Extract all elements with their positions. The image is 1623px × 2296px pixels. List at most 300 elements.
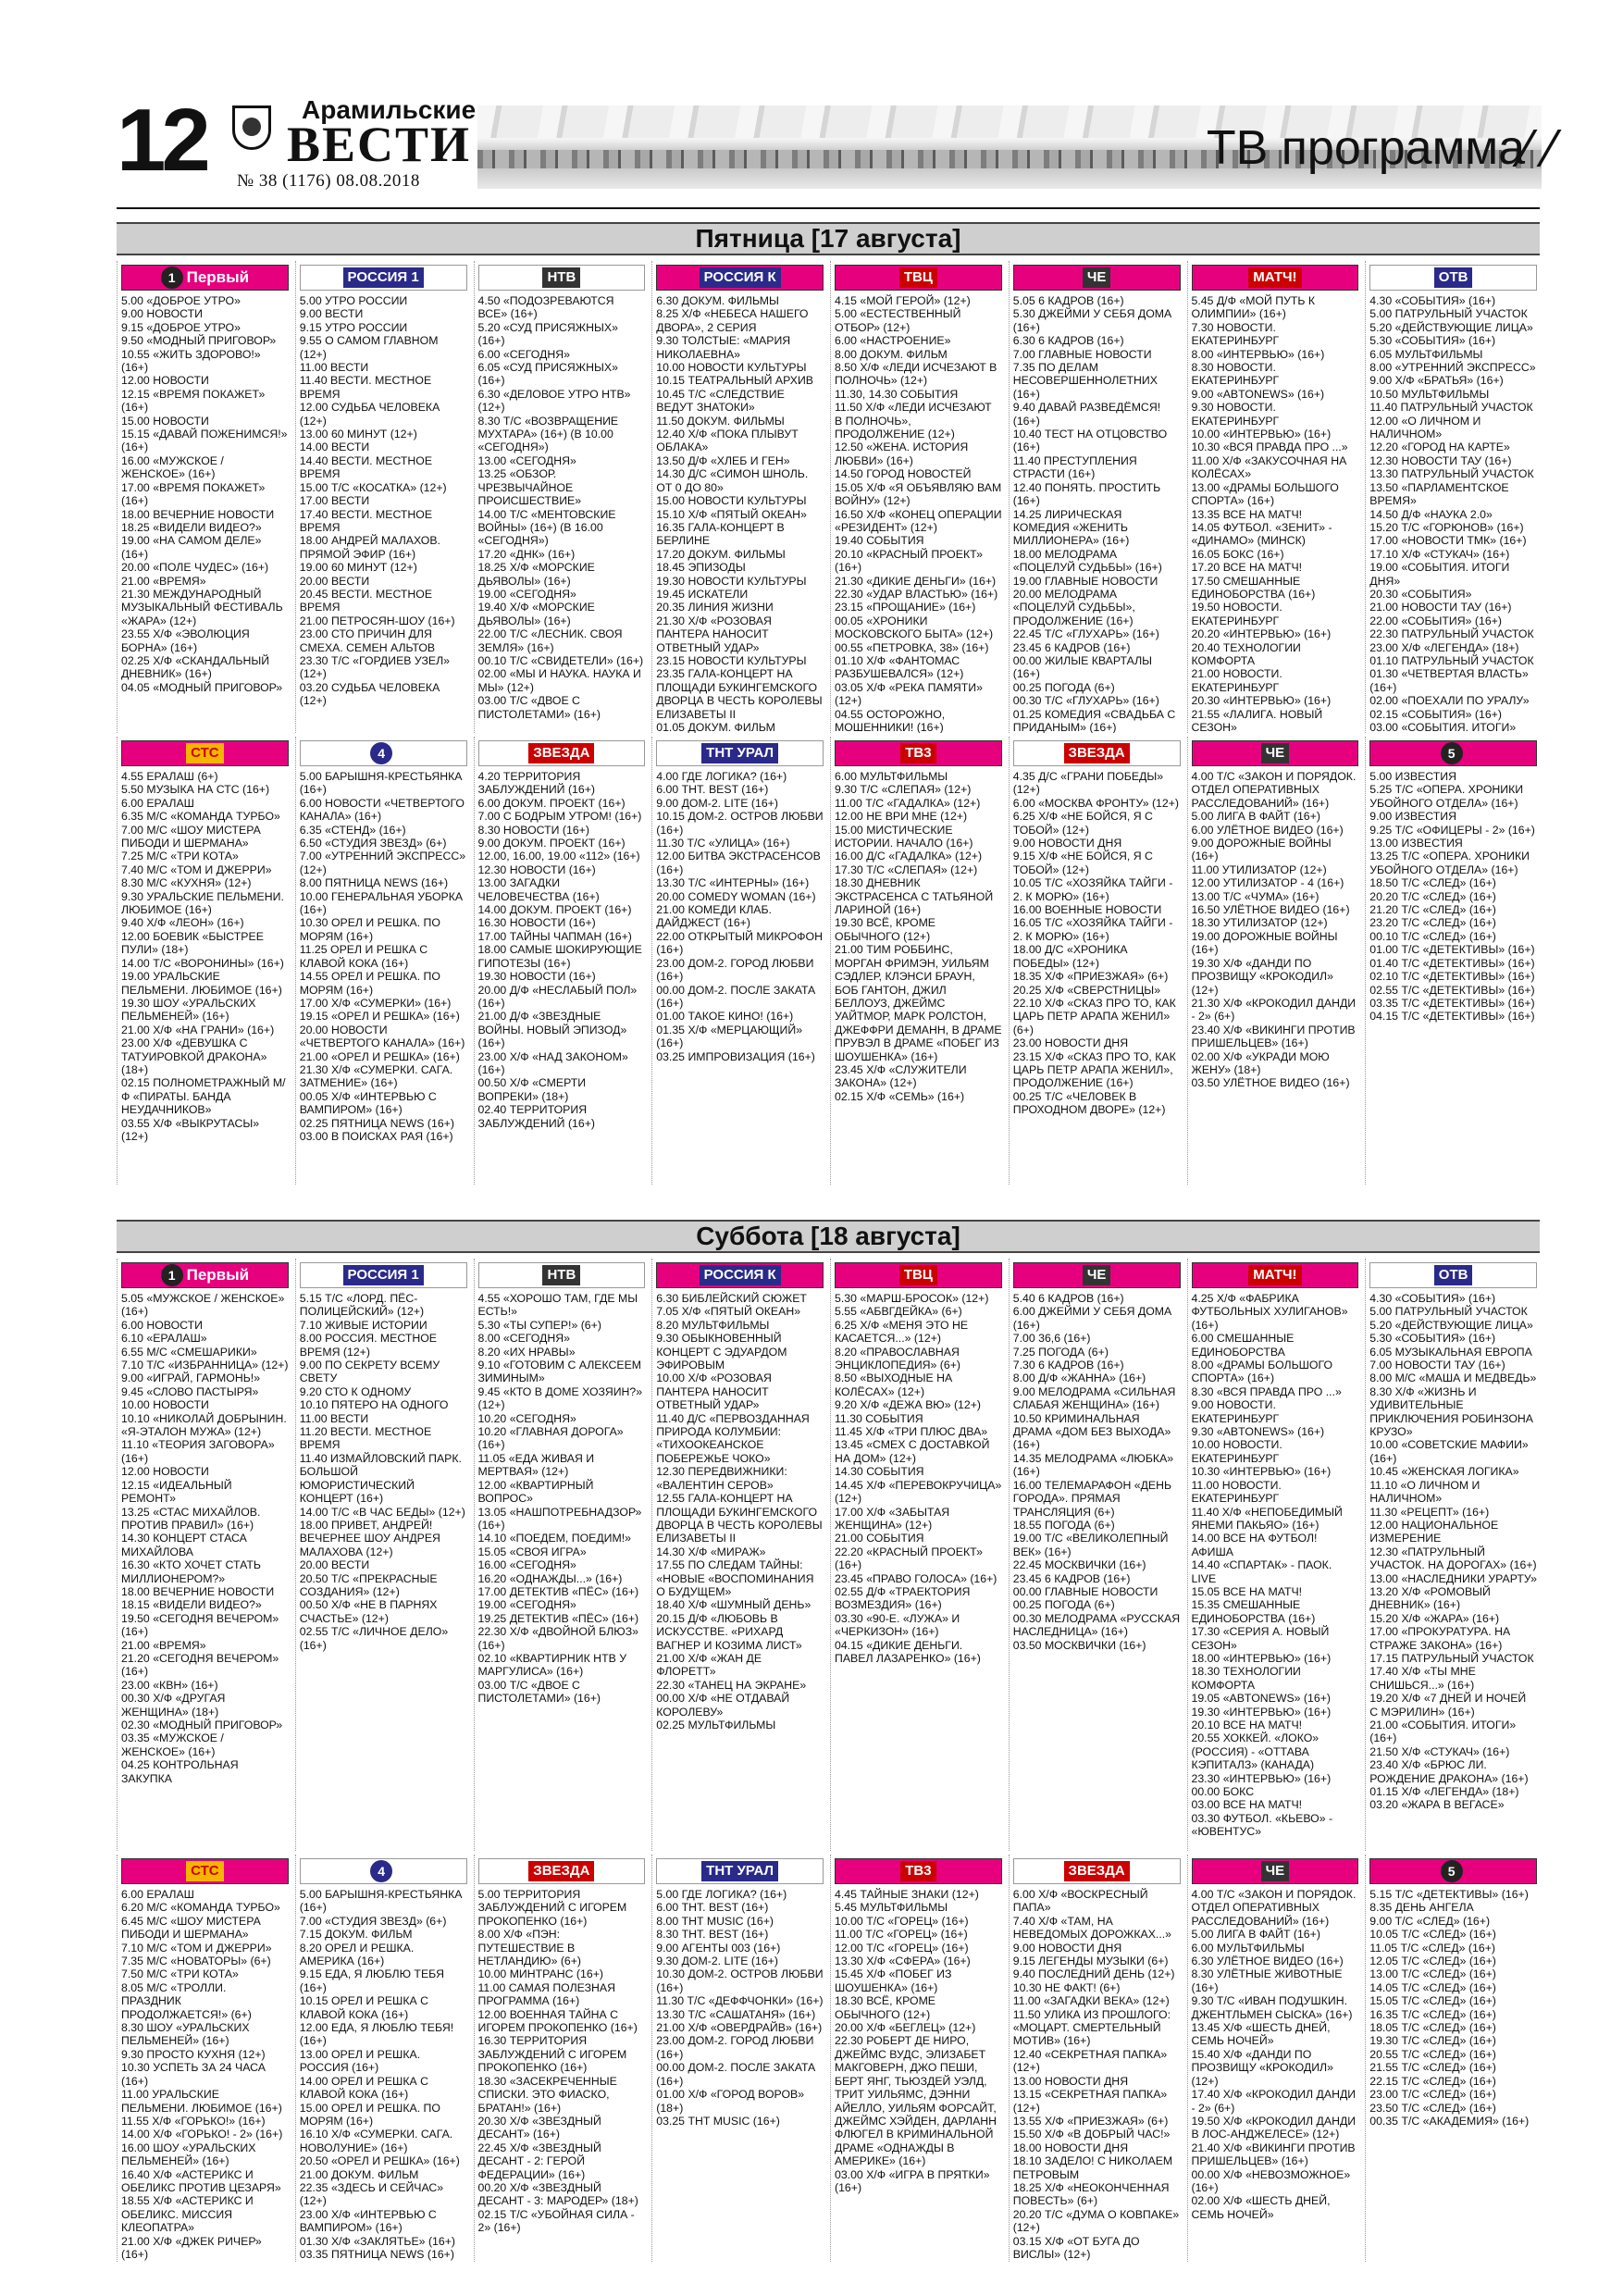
program-item: 7.00 36,6 (16+) — [1012, 1332, 1091, 1346]
program-item: 11.10 «ТЕОРИЯ ЗАГОВОРА» (16+) — [121, 1438, 279, 1465]
program-item: 11.40 ПРЕСТУПЛЕНИЯ СТРАСТИ (16+) — [1012, 453, 1141, 481]
program-item: 6.05 МУЗЫКАЛЬНАЯ ЕВРОПА — [1369, 1345, 1532, 1359]
program-item: 10.00 ГЕНЕРАЛЬНАЯ УБОРКА (16+) — [299, 889, 466, 917]
channel-logo-text: ОТВ — [1434, 1265, 1473, 1285]
program-item: 15.00 ОРЕЛ И РЕШКА. ПО МОРЯМ (16+) — [299, 2101, 444, 2128]
program-item: 8.35 ДЕНЬ АНГЕЛА — [1369, 1901, 1474, 1915]
program-item: 7.35 ПО ДЕЛАМ НЕСОВЕРШЕННОЛЕТНИХ (16+) — [1012, 361, 1161, 401]
program-item: 18.35 Х/Ф «ПРИЕЗЖАЯ» (6+) — [1012, 970, 1169, 984]
program-item: 14.30 Х/Ф «МИРАЖ» — [656, 1545, 766, 1558]
channel-column — [830, 1855, 1005, 2262]
program-item: 12.30 ПЕРЕДВИЖНИКИ: «ВАЛЕНТИН СЕРОВ» — [656, 1465, 791, 1492]
program-list — [121, 770, 289, 1143]
program-item: 19.00 УРАЛЬСКИЕ ПЕЛЬМЕНИ. ЛЮБИМОЕ (16+) — [121, 970, 282, 997]
channel-column — [830, 737, 1005, 1185]
program-item: 9.30 ДОМ-2. LITE (16+) — [656, 1955, 778, 1968]
channel-logo-text: СТС — [186, 1861, 223, 1881]
program-item: 8.50 «ВЫХОДНЫЕ НА КОЛЁСАХ» (12+) — [835, 1371, 956, 1398]
program-item: 10.20 «СЕГОДНЯ» — [477, 1411, 576, 1425]
channel-logo — [835, 265, 1002, 291]
program-item: 23.55 Х/Ф «ЭВОЛЮЦИЯ БОРНА» (16+) — [121, 627, 254, 654]
program-item: 11.00 «ЗАГАДКИ ВЕКА» (12+) — [1012, 1994, 1170, 2008]
channel-logo-text: РОССИЯ К — [700, 267, 781, 288]
channel-logo-text: ТНТ УРАЛ — [701, 743, 778, 763]
program-item: 9.10 «ГОТОВИМ С АЛЕКСЕЕМ ЗИМИНЫМ» — [477, 1359, 645, 1385]
program-item: 01.00 Т/С «ДЕТЕКТИВЫ» (16+) — [1369, 943, 1535, 957]
program-item: 21.00 Х/Ф «ДЖЕК РИЧЕР» (16+) — [121, 2234, 266, 2261]
program-item: 17.30 «СЕРИЯ А. НОВЫЙ СЕЗОН» — [1191, 1625, 1332, 1652]
program-item: 23.40 Х/Ф «ВИКИНГИ ПРОТИВ ПРИШЕЛЬЦЕВ» (16+) — [1191, 1023, 1359, 1050]
program-item: 15.05 Т/С «СЛЕД» (16+) — [1369, 1994, 1496, 2008]
program-item: 5.15 Т/С «ЛОРД. ПЁС-ПОЛИЦЕЙСКИЙ» (12+) — [299, 1292, 425, 1319]
channel-logo-text: НТВ — [542, 267, 580, 288]
program-item: 8.30 М/С «КУХНЯ» (12+) — [121, 876, 252, 890]
program-item: 15.20 Т/С «ГОРЮНОВ» (16+) — [1369, 520, 1524, 534]
crest-icon — [232, 105, 271, 150]
program-item: 18.10 ЗАДЕЛО! С НИКОЛАЕМ ПЕТРОВЫМ — [1012, 2154, 1176, 2181]
program-item: 6.00 МУЛЬТФИЛЬМЫ — [1191, 1941, 1305, 1955]
program-item: 14.05 Т/С «СЛЕД» (16+) — [1369, 1980, 1496, 1994]
program-item: 17.00 ВЕСТИ — [299, 494, 370, 508]
program-item: 13.00 «НАСЛЕДНИКИ УРАРТУ» — [1369, 1571, 1537, 1585]
channel-logo-text: РОССИЯ 1 — [343, 1265, 424, 1285]
channel-logo — [121, 1858, 289, 1884]
program-item: 18.40 Х/Ф «ШУМНЫЙ ДЕНЬ» — [656, 1598, 812, 1612]
channel-logo-text: РОССИЯ 1 — [343, 267, 424, 288]
program-item: 03.20 «ЖАРА В ВЕГАСЕ» — [1369, 1798, 1505, 1812]
program-item: 5.40 6 КАДРОВ (16+) — [1012, 1292, 1124, 1305]
program-item: 9.50 «МОДНЫЙ ПРИГОВОР» — [121, 334, 277, 348]
channel-logo — [835, 1858, 1002, 1884]
program-item: 6.35 «СТЕНД» (16+) — [299, 823, 406, 837]
program-item: 7.00 «СТУДИЯ ЗВЕЗД» (6+) — [299, 1914, 447, 1928]
program-item: 6.00 Х/Ф «ВОСКРЕСНЫЙ ПАПА» — [1012, 1888, 1152, 1915]
saturday-grid-top — [117, 1259, 1540, 1851]
program-item: 02.25 ПЯТНИЦА NEWS (16+) — [299, 1116, 454, 1130]
channel-logo — [1192, 265, 1359, 291]
program-item: 22.00 «СОБЫТИЯ» (16+) — [1369, 614, 1502, 627]
program-item: 12.15 «ИДЕАЛЬНЫЙ РЕМОНТ» — [121, 1478, 236, 1506]
program-item: 23.40 Х/Ф «БРЮС ЛИ. РОЖДЕНИЕ ДРАКОНА» (16+) — [1369, 1758, 1529, 1785]
program-item: 11.40 Х/Ф «НЕПОБЕДИМЫЙ ЯНЕМИ ПАКЬЯО» (16+) — [1191, 1505, 1346, 1532]
program-item: 02.15 Х/Ф «СЕМЬ» (16+) — [835, 1089, 965, 1103]
program-item: 19.50 «СЕГОДНЯ ВЕЧЕРОМ» (16+) — [121, 1611, 282, 1639]
program-item: 18.30 ДНЕВНИК ЭКСТРАСЕНСА С ТАТЬЯНОЙ ЛАРИНОЙ (16+) — [835, 876, 997, 917]
program-item: 02.00 «МЫ И НАУКА. НАУКА И МЫ» (12+) — [477, 667, 645, 694]
program-item: 21.20 Т/С «СЛЕД» (16+) — [1369, 903, 1496, 917]
program-item: 19.15 «ОРЕЛ И РЕШКА» (16+) — [299, 1010, 460, 1024]
program-item: 22.45 Т/С «ГЛУХАРЬ» (16+) — [1012, 627, 1159, 641]
program-item: 9.00 ДОРОЖНЫЕ ВОЙНЫ (16+) — [1191, 837, 1335, 863]
program-item: 6.00 МУЛЬТФИЛЬМЫ — [835, 770, 948, 783]
program-item: 5.30 «МАРШ-БРОСОК» (12+) — [835, 1292, 989, 1305]
program-item: 6.00 «СЕГОДНЯ» — [477, 347, 570, 361]
program-item: 16.00 Д/С «ГАДАЛКА» (12+) — [835, 850, 983, 863]
program-item: 9.00 НОВОСТИ ДНЯ — [1012, 837, 1122, 850]
program-item: 12.40 ПОНЯТЬ. ПРОСТИТЬ (16+) — [1012, 480, 1164, 508]
program-list — [478, 770, 646, 1130]
program-item: 01.15 Х/Ф «ЛЕГЕНДА» (18+) — [1369, 1785, 1519, 1799]
program-item: 00.05 «ХРОНИКИ МОСКОВСКОГО БЫТА» (12+) — [835, 614, 994, 641]
channel-logo-text: МАТЧ! — [1248, 1265, 1301, 1285]
program-item: 11.00 НОВОСТИ. ЕКАТЕРИНБУРГ — [1191, 1478, 1285, 1506]
program-item: 19.40 Х/Ф «МОРСКИЕ ДЬЯВОЛЫ» (16+) — [477, 601, 599, 627]
program-item: 9.30 «ABTONEWS» (16+) — [1191, 1425, 1325, 1439]
program-item: 15.40 Х/Ф «ДАНДИ ПО ПРОЗВИЩУ «КРОКОДИЛ» (12+) — [1191, 2047, 1337, 2088]
program-item: 03.25 ИМПРОВИЗАЦИЯ (16+) — [656, 1049, 815, 1063]
program-item: 9.00 ДОКУМ. ПРОЕКТ (16+) — [477, 837, 626, 850]
program-item: 22.45 МОСКВИЧКИ (16+) — [1012, 1558, 1146, 1572]
program-item: 16.00 ТЕЛЕМАРАФОН «ДЕНЬ ГОРОДА». ПРЯМАЯ ТРАНСЛЯЦИЯ (6+) — [1012, 1478, 1175, 1519]
program-item: 17.40 Х/Ф «ТЫ МНЕ СНИШЬСЯ...» (16+) — [1369, 1665, 1480, 1692]
program-item: 20.30 Х/Ф «ЗВЕЗДНЫЙ ДЕСАНТ» (16+) — [477, 2114, 605, 2141]
channel-logo-text: 4 — [370, 1860, 392, 1882]
program-item: 16.35 Т/С «СЛЕД» (16+) — [1369, 2007, 1496, 2021]
program-item: 19.30 НОВОСТИ (16+) — [477, 970, 596, 984]
program-item: 5.00 УТРО РОССИИ — [299, 294, 408, 307]
program-item: 10.40 ТЕСТ НА ОТЦОВСТВО (16+) — [1012, 428, 1171, 454]
channel-logo-text: ЧЕ — [1261, 743, 1290, 763]
program-item: 02.00 Х/Ф «УКРАДИ МОЮ ЖЕНУ» (18+) — [1191, 1049, 1333, 1076]
program-item: 10.10 ПЯТЕРО НА ОДНОГО — [299, 1398, 449, 1412]
program-list — [656, 770, 824, 1063]
program-item: 20.00 НОВОСТИ «ЧЕТВЕРТОГО КАНАЛА» (16+) — [299, 1023, 465, 1050]
program-item: 22.30 «ТАНЕЦ НА ЭКРАНЕ» — [656, 1678, 807, 1692]
program-item: 18.25 Х/Ф «НЕОКОНЧЕННАЯ ПОВЕСТЬ» (6+) — [1012, 2180, 1172, 2208]
program-item: 00.50 Х/Ф «СМЕРТИ ВОПРЕКИ» (18+) — [477, 1076, 589, 1103]
program-item: 10.00 «ИНТЕРВЬЮ» (16+) — [1191, 428, 1332, 441]
program-item: 23.00 Х/Ф «ДЕВУШКА С ТАТУИРОВКОЙ ДРАКОНА» (18+) — [121, 1036, 270, 1076]
program-item: 7.25 ПОГОДА (6+) — [1012, 1345, 1109, 1359]
program-item: 18.30 «ЗАСЕКРЕЧЕННЫЕ СПИСКИ. ЭТО ФИАСКО, БРАТАН!» (16+) — [477, 2074, 621, 2115]
program-item: 20.00 COMEDY WOMAN (16+) — [656, 889, 816, 903]
day-heading-saturday: Суббота [18 августа] — [117, 1220, 1540, 1253]
program-item: 10.55 «ЖИТЬ ЗДОРОВО!» (16+) — [121, 347, 265, 375]
program-item: 21.55 «ЛАЛИГА. НОВЫЙ СЕЗОН» — [1191, 707, 1326, 733]
program-item: 5.00 ГДЕ ЛОГИКА? (16+) — [656, 1888, 787, 1901]
program-item: 21.30 Х/Ф «СУМЕРКИ. САГА. ЗАТМЕНИЕ» (16+) — [299, 1062, 456, 1090]
program-item: 12.00 ВОЕННАЯ ТАЙНА С ИГОРЕМ ПРОКОПЕНКО (16+) — [477, 2007, 638, 2035]
program-item: 13.25 Т/С «ОПЕРА. ХРОНИКИ УБОЙНОГО ОТДЕЛА» (16+) — [1369, 850, 1533, 876]
program-list — [1192, 294, 1359, 733]
channel-logo-text: 4 — [370, 742, 392, 764]
channel-logo — [835, 740, 1002, 766]
issue-info: № 38 (1176) 08.08.2018 — [237, 171, 420, 191]
program-item: 6.00 СМЕШАННЫЕ ЕДИНОБОРСТВА — [1191, 1332, 1297, 1359]
program-item: 00.30 Т/С «ГЛУХАРЬ» (16+) — [1012, 694, 1159, 708]
program-item: 19.00 ДОРОЖНЫЕ ВОЙНЫ (16+) — [1191, 929, 1341, 957]
program-item: 21.00 СОБЫТИЯ — [835, 1532, 924, 1545]
program-item: 6.00 УЛЁТНОЕ ВИДЕО (16+) — [1191, 823, 1344, 837]
program-item: 7.00 «УТРЕННИЙ ЭКСПРЕСС» (12+) — [299, 850, 469, 876]
program-item: 9.40 Х/Ф «ЛЕОН» (16+) — [121, 916, 244, 930]
program-item: 12.30 НОВОСТИ (16+) — [477, 863, 596, 876]
channel-logo-text: ЧЕ — [1261, 1861, 1290, 1881]
program-item: 02.15 «СОБЫТИЯ» (16+) — [1369, 707, 1502, 721]
program-item: 14.00 Х/Ф «ГОРЬКО! - 2» (16+) — [121, 2128, 283, 2141]
program-item: 20.40 ТЕХНОЛОГИИ КОМФОРТА — [1191, 640, 1305, 667]
program-item: 6.00 «НАСТРОЕНИЕ» — [835, 334, 951, 348]
program-item: 14.00 ДОКУМ. ПРОЕКТ (16+) — [477, 903, 632, 917]
program-item: 9.20 Х/Ф «ДЕЖА ВЮ» (12+) — [835, 1398, 982, 1412]
program-item: 17.15 ПАТРУЛЬНЫЙ УЧАСТОК — [1369, 1651, 1534, 1665]
program-item: 8.20 ОРЕЛ И РЕШКА. АМЕРИКА (16+) — [299, 1941, 417, 1968]
program-item: 4.30 «СОБЫТИЯ» (16+) — [1369, 1292, 1496, 1305]
program-item: 18.00 НОВОСТИ ДНЯ — [1012, 2141, 1129, 2154]
program-item: 02.25 МУЛЬТФИЛЬМЫ — [656, 1719, 776, 1731]
program-item: 9.40 ПОСЛЕДНИЙ ДЕНЬ (12+) — [1012, 1967, 1175, 1981]
program-item: 20.20 Т/С «ДУМА О КОВПАКЕ» (12+) — [1012, 2207, 1183, 2235]
program-item: 12.00 СУДЬБА ЧЕЛОВЕКА (12+) — [299, 401, 443, 428]
program-item: 20.00 «ПОЛЕ ЧУДЕС» (16+) — [121, 561, 269, 575]
program-item: 17.40 ВЕСТИ. МЕСТНОЕ ВРЕМЯ — [299, 507, 436, 534]
program-item: 00.00 БОКС — [1191, 1785, 1255, 1799]
channel-logo: 1 Первый — [121, 265, 289, 291]
program-item: 21.00 «ВРЕМЯ» — [121, 1638, 206, 1652]
program-list — [1192, 1888, 1359, 2221]
program-item: 9.00 Т/С «СЛЕД» (16+) — [1369, 1914, 1491, 1928]
program-item: 9.00 НОВОСТИ — [121, 307, 203, 321]
program-item: 11.05 Т/С «СЛЕД» (16+) — [1369, 1941, 1495, 1955]
program-item: 03.50 МОСКВИЧКИ (16+) — [1012, 1638, 1146, 1652]
program-item: 15.00 НОВОСТИ — [121, 414, 209, 428]
program-item: 03.00 ВСЕ НА МАТЧ! — [1191, 1798, 1303, 1812]
program-item: 03.50 УЛЁТНОЕ ВИДЕО (16+) — [1191, 1076, 1350, 1090]
program-list — [478, 1292, 646, 1706]
program-item: 6.45 М/С «ШОУ МИСТЕРА ПИБОДИ И ШЕРМАНА» — [121, 1914, 265, 1942]
program-item: 17.20 ВСЕ НА МАТЧ! — [1191, 561, 1303, 575]
channel-column — [117, 737, 291, 1185]
program-item: 12.00 БИТВА ЭКСТРАСЕНСОВ (16+) — [656, 850, 824, 876]
program-item: 14.30 СОБЫТИЯ — [835, 1465, 924, 1479]
program-item: 18.25 Х/Ф «МОРСКИЕ ДЬЯВОЛЫ» (16+) — [477, 561, 599, 588]
program-item: 21.00 ТИМ РОББИНС, МОРГАН ФРИМЭН, УИЛЬЯМ СЭДЛЕР, КЛЭНСИ БРАУН, БОБ ГАНТОН, ДЖИЛ БЕЛЛОУЗ, ДЖЕЙМС УАЙТМОР, МАРК РОЛСТОН, ДЖЕФФРИ ДЕМАНН, В ДРАМЕ ПРУВЭЛ В ДРАМЕ «ПОБЕГ ИЗ ШОУШЕНКА» (16+) — [835, 943, 1005, 1063]
program-item: 13.45 Х/Ф «ШЕСТЬ ДНЕЙ, СЕМЬ НОЧЕЙ» — [1191, 2021, 1333, 2048]
channel-logo-text: ЗВЕЗДА — [1064, 1861, 1130, 1881]
program-item: 5.00 «ДОБРОЕ УТРО» — [121, 294, 241, 307]
program-item: 10.00 МИНТРАНС (16+) — [477, 1967, 603, 1981]
program-item: 10.15 ОРЕЛ И РЕШКА С КЛАВОЙ КОКА (16+) — [299, 1994, 432, 2021]
program-item: 9.45 «КТО В ДОМЕ ХОЗЯИН?» (12+) — [477, 1384, 646, 1412]
channel-logo — [300, 740, 467, 766]
program-item: 8.00 ПЯТНИЦА NEWS (16+) — [299, 876, 449, 890]
channel-logo-text: Первый — [186, 1266, 250, 1284]
program-item: 02.15 ПОЛНОМЕТРАЖНЫЙ М/Ф «ПИРАТЫ. БАНДА НЕУДАЧНИКОВ» — [121, 1076, 286, 1117]
day-heading-friday: Пятница [17 августа] — [117, 222, 1540, 255]
program-item: 12.00 БОЕВИК «БЫСТРЕЕ ПУЛИ» (18+) — [121, 929, 267, 957]
program-item: 20.25 Х/Ф «СВЕРСТНИЦЫ» — [1012, 983, 1161, 997]
program-item: 6.00 ТНТ. BEST (16+) — [656, 1901, 769, 1915]
program-item: 5.00 ТЕРРИТОРИЯ ЗАБЛУЖДЕНИЙ С ИГОРЕМ ПРОКОПЕНКО (16+) — [477, 1888, 630, 1928]
program-item: 5.00 ПАТРУЛЬНЫЙ УЧАСТОК — [1369, 307, 1528, 321]
program-item: 15.00 МИСТИЧЕСКИЕ ИСТОРИИ. НАЧАЛО (16+) — [835, 823, 973, 850]
channel-column — [1009, 261, 1183, 733]
channel-logo — [478, 1262, 646, 1288]
program-item: 11.45 Х/Ф «ТРИ ПЛЮС ДВА» — [835, 1425, 988, 1439]
channel-logo — [1192, 1262, 1359, 1288]
program-item: 15.15 «ДАВАЙ ПОЖЕНИМСЯ!» (16+) — [121, 428, 291, 454]
program-item: 17.00 «НОВОСТИ ТМК» (16+) — [1369, 534, 1527, 548]
program-item: 22.00 Т/С «ЛЕСНИК. СВОЯ ЗЕМЛЯ» (16+) — [477, 627, 626, 654]
program-list — [656, 294, 824, 733]
program-item: 7.10 Т/С «ИЗБРАННИЦА» (12+) — [121, 1359, 289, 1372]
program-item: 04.25 КОНТРОЛЬНАЯ ЗАКУПКА — [121, 1758, 242, 1785]
program-item: 00.00 Х/Ф «НЕВОЗМОЖНОЕ» (16+) — [1191, 2167, 1354, 2194]
program-item: 00.10 Т/С «СВИДЕТЕЛИ» (16+) — [477, 653, 644, 667]
channel-column — [1009, 1259, 1183, 1851]
channel-column — [117, 1855, 291, 2262]
friday-grid-bottom — [117, 737, 1540, 1185]
program-item: 10.30 «ВСЯ ПРАВДА ПРО ...» — [1191, 441, 1348, 454]
program-item: 4.25 Х/Ф «ФАБРИКА ФУТБОЛЬНЫХ ХУЛИГАНОВ» (16+) — [1191, 1292, 1351, 1332]
program-item: 22.00 ОТКРЫТЫЙ МИКРОФОН (16+) — [656, 929, 826, 957]
program-item: 14.30 Д/С «СИМОН ШНОЛЬ. ОТ 0 ДО 80» — [656, 467, 812, 494]
program-item: 8.30 ШОУ «УРАЛЬСКИХ ПЕЛЬМЕНЕЙ» (16+) — [121, 2021, 254, 2048]
program-item: 17.00 ДЕТЕКТИВ «ПЁС» (16+) — [477, 1584, 639, 1598]
program-item: 9.30 Т/С «ИВАН ПОДУШКИН. ДЖЕНТЛЬМЕН СЫСКА» (16+) — [1191, 1994, 1353, 2021]
program-item: 03.30 «90-Е. «ЛУЖА» И «ЧЕРКИЗОН» (16+) — [835, 1611, 963, 1639]
program-item: 17.00 «ПРОКУРАТУРА. НА СТРАЖЕ ЗАКОНА» (16+) — [1369, 1625, 1514, 1652]
program-item: 12.00 НОВОСТИ — [121, 374, 209, 388]
program-item: 01.00 Х/Ф «ГОРОД ВОРОВ» (18+) — [656, 2088, 808, 2115]
program-item: 03.00 Т/С «ДВОЕ С ПИСТОЛЕТАМИ» (16+) — [477, 694, 601, 721]
program-item: 00.25 ПОГОДА (6+) — [1012, 1598, 1115, 1612]
program-item: 13.35 ВСЕ НА МАТЧ! — [1191, 507, 1303, 521]
program-item: 13.20 Х/Ф «РОМОВЫЙ ДНЕВНИК» (16+) — [1369, 1584, 1494, 1612]
program-item: 02.00 Х/Ф «ШЕСТЬ ДНЕЙ, СЕМЬ НОЧЕЙ» — [1191, 2194, 1333, 2221]
program-item: 01.10 ПАТРУЛЬНЫЙ УЧАСТОК — [1369, 653, 1534, 667]
program-item: 11.40 Д/С «ПЕРВОЗДАННАЯ ПРИРОДА КОЛУМБИИ: «ТИХООКЕАНСКОЕ ПОБЕРЕЖЬЕ ЧОКО» — [656, 1411, 813, 1465]
program-item: 8.00 «СЕГОДНЯ» — [477, 1332, 570, 1346]
program-item: 19.00 «СОБЫТИЯ. ИТОГИ ДНЯ» — [1369, 561, 1513, 588]
program-list — [1192, 770, 1359, 1090]
program-item: 8.50 Х/Ф «ЛЕДИ ИСЧЕЗАЮТ В ПОЛНОЧЬ» (12+) — [835, 361, 1000, 388]
page-number: 12 — [117, 91, 206, 190]
program-item: 14.00 ВСЕ НА ФУТБОЛ! АФИША — [1191, 1532, 1320, 1558]
program-item: 9.20 СТО К ОДНОМУ — [299, 1384, 412, 1398]
channel-column — [1009, 737, 1183, 1185]
channel-logo — [300, 265, 467, 291]
program-item: 9.00 «ABTONEWS» (16+) — [1191, 387, 1325, 401]
friday-grid-top — [117, 261, 1540, 733]
channel-logo-text: 5 — [1441, 742, 1463, 764]
program-item: 01.40 Т/С «ДЕТЕКТИВЫ» (16+) — [1369, 956, 1535, 970]
program-item: 00.00 Х/Ф «НЕ ОТДАВАЙ КОРОЛЕВУ» — [656, 1692, 793, 1719]
program-item: 14.50 ГОРОД НОВОСТЕЙ — [835, 467, 972, 481]
program-item: 12.30 «ПАТРУЛЬНЫЙ УЧАСТОК. НА ДОРОГАХ» (16+) — [1369, 1545, 1537, 1572]
program-item: 01.10 Х/Ф «ФАНТОМАС РАЗБУШЕВАЛСЯ» (12+) — [835, 653, 964, 681]
program-item: 5.30 «СОБЫТИЯ» (16+) — [1369, 334, 1496, 348]
program-item: 00.10 Т/С «СЛЕД» (16+) — [1369, 929, 1496, 943]
program-item: 23.00 ДОМ-2. ГОРОД ЛЮБВИ (16+) — [656, 2034, 817, 2061]
program-item: 03.55 Х/Ф «ВЫКРУТАСЫ» (12+) — [121, 1116, 263, 1143]
program-list — [300, 1292, 467, 1652]
program-item: 20.30 «ИНТЕРВЬЮ» (16+) — [1191, 694, 1332, 708]
program-item: 6.00 «МОСКВА ФРОНТУ» (12+) — [1012, 796, 1180, 810]
program-item: 11.25 ОРЕЛ И РЕШКА С КЛАВОЙ КОКА (16+) — [299, 943, 431, 970]
program-item: 17.30 Т/С «СЛЕПАЯ» (12+) — [835, 863, 978, 876]
program-item: 17.20 «ДНК» (16+) — [477, 547, 576, 561]
program-item: 7.30 6 КАДРОВ (16+) — [1012, 1359, 1124, 1372]
channel-logo — [656, 1858, 824, 1884]
program-item: 00.30 Х/Ф «ДРУГАЯ ЖЕНЩИНА» (18+) — [121, 1692, 229, 1719]
program-item: 23.50 Т/С «СЛЕД» (16+) — [1369, 2101, 1496, 2115]
program-item: 9.30 УРАЛЬСКИЕ ПЕЛЬМЕНИ. ЛЮБИМОЕ (16+) — [121, 889, 288, 917]
program-item: 00.35 Т/С «АКАДЕМИЯ» (16+) — [1369, 2114, 1530, 2128]
program-item: 03.00 Т/С «ДВОЕ С ПИСТОЛЕТАМИ» (16+) — [477, 1678, 601, 1706]
program-item: 10.45 «ЖЕНСКАЯ ЛОГИКА» — [1369, 1465, 1519, 1479]
program-item: 14.00 Т/С «МЕНТОВСКИЕ ВОЙНЫ» (16+) (В 16.00 «СЕГОДНЯ») — [477, 507, 619, 548]
program-list — [1369, 770, 1537, 1024]
program-item: 17.10 Х/Ф «СТУКАЧ» (16+) — [1369, 547, 1510, 561]
program-item: 03.00 «СОБЫТИЯ. ИТОГИ» — [1369, 721, 1517, 733]
program-item: 04.15 «ДИКИЕ ДЕНЬГИ. ПАВЕЛ ЛАЗАРЕНКО» (16+) — [835, 1638, 981, 1665]
program-list — [656, 1292, 824, 1731]
program-item: 12.00 НАЦИОНАЛЬНОЕ ИЗМЕРЕНИЕ — [1369, 1518, 1502, 1545]
program-item: 21.00 КОМЕДИ КЛАБ. ДАЙДЖЕСТ (16+) — [656, 903, 775, 930]
program-item: 5.00 БАРЫШНЯ-КРЕСТЬЯНКА (16+) — [299, 770, 465, 797]
program-item: 14.05 ФУТБОЛ. «ЗЕНИТ» - «ДИНАМО» (МИНСК) — [1191, 520, 1335, 548]
channel-logo-text: ОТВ — [1434, 267, 1473, 288]
program-item: 12.30 НОВОСТИ ТАУ (16+) — [1369, 453, 1512, 467]
program-item: 14.00 ВЕСТИ — [299, 441, 370, 454]
program-item: 20.00 Д/Ф «НЕСЛАБЫЙ ПОЛ» (16+) — [477, 983, 640, 1010]
channel-logo-text: ТВЦ — [899, 1265, 937, 1285]
program-list — [835, 294, 1005, 733]
program-item: 11.00 ВЕСТИ — [299, 361, 369, 375]
program-item: 21.40 Х/Ф «ВИКИНГИ ПРОТИВ ПРИШЕЛЬЦЕВ» (16+) — [1191, 2141, 1359, 2168]
program-item: 00.00 ГЛАВНЫЕ НОВОСТИ — [1012, 1584, 1158, 1598]
channel-logo — [1192, 1858, 1359, 1884]
channel-column — [474, 1855, 649, 2262]
program-item: 9.15 «ДОБРОЕ УТРО» — [121, 320, 241, 334]
channel-logo-text: 5 — [1441, 1860, 1463, 1882]
program-item: 15.50 Х/Ф «В ДОБРЫЙ ЧАС!» — [1012, 2128, 1171, 2141]
program-item: 7.05 Х/Ф «ПЯТЫЙ ОКЕАН» — [656, 1305, 801, 1319]
channel-logo — [300, 1858, 467, 1884]
program-item: 23.00 Т/С «СЛЕД» (16+) — [1369, 2088, 1496, 2102]
program-item: 14.00 ОРЕЛ И РЕШКА С КЛАВОЙ КОКА (16+) — [299, 2074, 432, 2102]
program-item: 19.00 Т/С «ВЕЛИКОЛЕПНЫЙ ВЕК» (16+) — [1012, 1532, 1171, 1558]
program-item: 10.00 Т/С «ГОРЕЦ» (16+) — [835, 1914, 969, 1928]
program-item: 12.00 «О ЛИЧНОМ И НАЛИЧНОМ» — [1369, 414, 1484, 441]
program-item: 21.00 НОВОСТИ. ЕКАТЕРИНБУРГ — [1191, 667, 1286, 694]
channel-column — [1365, 261, 1540, 733]
program-item: 6.20 М/С «КОМАНДА ТУРБО» — [121, 1901, 280, 1915]
program-item: 17.00 ТАЙНЫ ЧАПМАН (16+) — [477, 929, 632, 943]
program-item: 21.00 ДОКУМ. ФИЛЬМ — [299, 2167, 419, 2181]
channel-column — [1187, 1259, 1362, 1851]
program-item: 13.15 «СЕКРЕТНАЯ ПАПКА» (12+) — [1012, 2088, 1171, 2115]
program-item: 23.00 Х/Ф «ЛЕГЕНДА» (18+) — [1369, 640, 1519, 654]
program-item: 23.15 Х/Ф «СКАЗ ПРО ТО, КАК ЦАРЬ ПЕТР АРАПА ЖЕНИЛ», ПРОДОЛЖЕНИЕ (16+) — [1012, 1049, 1180, 1090]
channel-column — [295, 261, 470, 733]
program-item: 01.30 Х/Ф «ЗАКЛЯТЬЕ» (16+) — [299, 2234, 455, 2248]
program-item: 5.45 МУЛЬТФИЛЬМЫ — [835, 1901, 948, 1915]
program-item: 8.00 «ИНТЕРВЬЮ» (16+) — [1191, 347, 1325, 361]
program-item: 8.00 «ДРАМЫ БОЛЬШОГО СПОРТА» (16+) — [1191, 1359, 1336, 1385]
program-item: 15.00 Т/С «КОСАТКА» (12+) — [299, 480, 447, 494]
program-item: 12.55 ГАЛА-КОНЦЕРТ НА ПЛОЩАДИ БУКИНГЕМСКОГО ДВОРЦА В ЧЕСТЬ КОРОЛЕВЫ ЕЛИЗАВЕТЫ II — [656, 1492, 826, 1545]
program-item: 5.30 «СОБЫТИЯ» (16+) — [1369, 1332, 1496, 1346]
program-item: 9.15 ЕДА, Я ЛЮБЛЮ ТЕБЯ (16+) — [299, 1967, 448, 1994]
program-item: 16.00 «СЕГОДНЯ» — [477, 1558, 576, 1572]
program-item: 8.30 ТНТ. BEST (16+) — [656, 1928, 769, 1942]
program-item: 14.10 «ПОЕДЕМ, ПОЕДИМ!» — [477, 1532, 632, 1545]
program-item: 23.30 «ИНТЕРВЬЮ» (16+) — [1191, 1771, 1332, 1785]
program-item: 10.30 НЕ ФАКТ! (6+) — [1012, 1980, 1121, 1994]
program-item: 12.00 «КВАРТИРНЫЙ ВОПРОС» — [477, 1478, 597, 1506]
